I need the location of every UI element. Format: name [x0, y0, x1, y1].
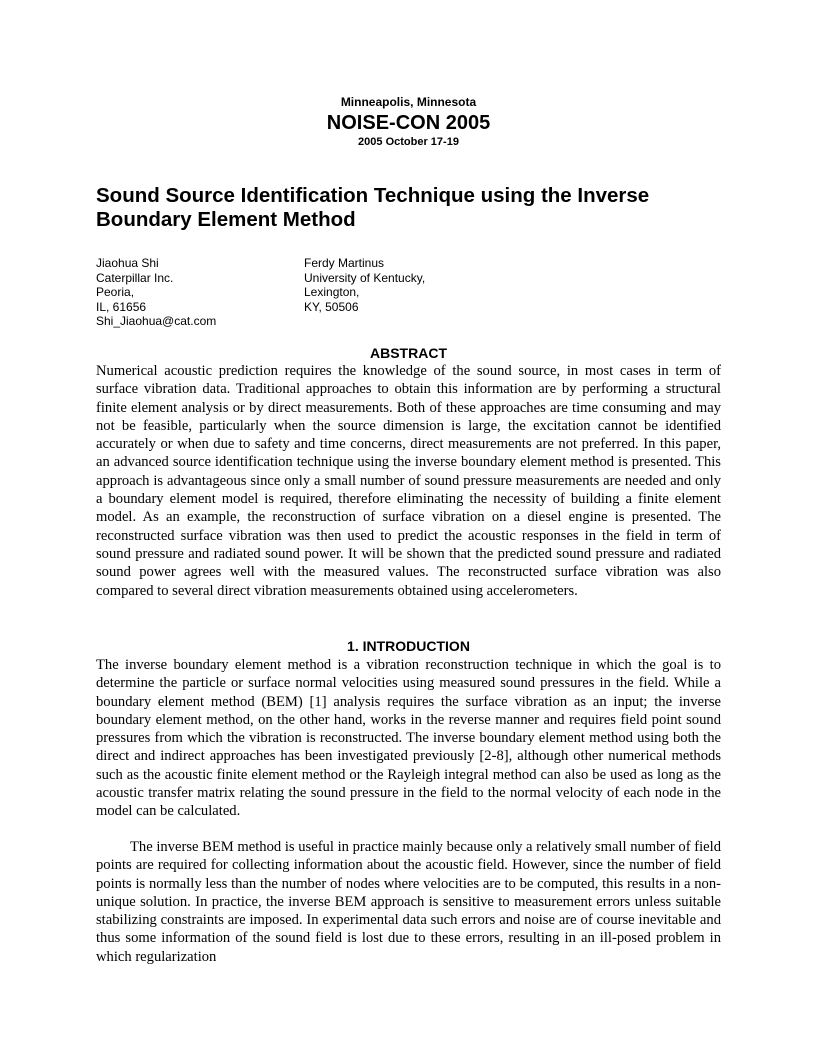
introduction-paragraph: The inverse BEM method is useful in practice mainly because only a relatively small number of field points are required for collecting information about the acoustic field. However, since the number of field points is normally less than the number of nodes where velocities are to be computed, this results in a non-unique solution. In practice, the inverse BEM approach is sensitive to measurement errors unless suitable stabilizing constraints are imposed. In experimental data such errors and noise are of course inevitable and thus some information of the sound field is lost due to these errors, resulting in an ill-posed problem in which regularization — [96, 839, 721, 965]
abstract-heading: ABSTRACT — [370, 345, 447, 361]
introduction-paragraph: The inverse boundary element method is a vibration reconstruction technique in which the goal is to determine the particle or surface normal velocities using measured sound pressures in the field. While a boundary element method (BEM) [1] analysis requires the surface vibration as an input; the inverse boundary element method, on the other hand, works in the reverse manner and requires field point sound pressures from which the vibration is reconstructed. The inverse boundary element method using both the direct and indirect approaches has been investigated previously [2-8], although other numerical methods such as the acoustic finite element method or the Rayleigh integral method can also be used as long as the acoustic transfer matrix relating the sound pressure in the field to the normal velocity of each node in the model can be calculated. — [96, 657, 721, 820]
author-city: Peoria, — [96, 285, 135, 300]
author-block — [96, 256, 216, 329]
author-region: KY, 50506 — [304, 299, 359, 314]
author-region: IL, 61656 — [96, 299, 147, 314]
abstract-text: Numerical acoustic prediction requires the knowledge of the sound source, in most cases in term of surface vibration data. Traditional approaches to obtain this information are by performing a structural finite element analysis or by direct measurements. Both of these approaches are time consuming and may not be feasible, particularly when the source dimension is large, the excitation cannot be identified accurately or when due to safety and time concerns, direct measurements are not preferred. In this paper, an advanced source identification technique using the inverse boundary element method is presented. This approach is advantageous since only a small number of sound pressure measurements are needed and only a boundary element model is required, therefore eliminating the necessity of building a finite element model. As an example, the reconstruction of surface vibration on a diesel engine is presented. The reconstructed surface vibration was then used to predict the acoustic responses in the field in term of sound pressure and radiated sound power. It will be shown that the predicted sound pressure and radiated sound power agrees well with the measured values. The reconstructed surface vibration was also compared to several direct vibration measurements obtained using accelerometers. — [96, 363, 721, 599]
author-email: Shi_Jiaohua@cat.com — [96, 314, 217, 329]
author-name: Jiaohua Shi — [96, 256, 159, 270]
author-affiliation: Caterpillar Inc. — [96, 270, 174, 285]
author-city: Lexington, — [304, 285, 360, 300]
paper-title: Sound Source Identification Technique using the Inverse Boundary Element Method — [96, 184, 650, 231]
author-name: Ferdy Martinus — [304, 256, 385, 270]
conference-location: Minneapolis, Minnesota — [340, 95, 477, 109]
conference-name: NOISE-CON 2005 — [326, 112, 491, 134]
author-block — [304, 256, 425, 314]
introduction-heading: 1. INTRODUCTION — [347, 638, 470, 654]
conference-dates: 2005 October 17-19 — [358, 136, 459, 148]
author-affiliation: University of Kentucky, — [304, 270, 426, 285]
